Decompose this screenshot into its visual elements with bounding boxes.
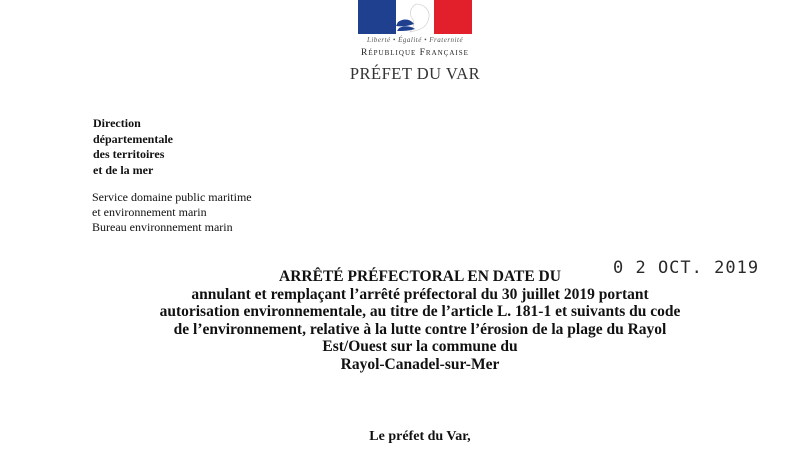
- prefect-title: PRÉFET DU VAR: [349, 64, 481, 83]
- decree-title: [120, 268, 720, 374]
- republique-francaise-logo: [340, 0, 500, 92]
- direction-line: des territoires: [93, 147, 165, 161]
- service-block: [92, 190, 252, 235]
- decree-heading: ARRÊTÉ PRÉFECTORAL EN DATE DU: [279, 268, 561, 285]
- decree-title-line: autorisation environnementale, au titre de l’article L. 181-1 et suivants du code: [159, 303, 681, 321]
- decree-title-line: Rayol-Canadel-sur-Mer: [340, 355, 500, 373]
- decree-title-line: de l’environnement, relative à la lutte contre l’érosion de la plage du Rayol: [173, 320, 667, 338]
- service-line: et environnement marin: [92, 205, 207, 219]
- republic-label: République Française: [361, 48, 469, 58]
- service-line: Service domaine public maritime: [92, 190, 252, 204]
- marianne-flag-icon: [358, 0, 472, 34]
- direction-block: [93, 116, 173, 178]
- closing-line: Le préfet du Var,: [369, 429, 471, 444]
- decree-title-line: annulant et remplaçant l’arrêté préfectoral du 30 juillet 2019 portant: [191, 285, 649, 303]
- direction-line: départementale: [93, 131, 173, 146]
- direction-line: Direction: [93, 116, 141, 130]
- direction-line: et de la mer: [93, 162, 154, 177]
- motto-text: Liberté • Égalité • Fraternité: [366, 36, 464, 44]
- decree-title-line: Est/Ouest sur la commune du: [322, 338, 518, 356]
- closing-block: [120, 428, 720, 445]
- service-line: Bureau environnement marin: [92, 220, 233, 234]
- date-stamp: 0 2 OCT. 2019: [613, 258, 760, 278]
